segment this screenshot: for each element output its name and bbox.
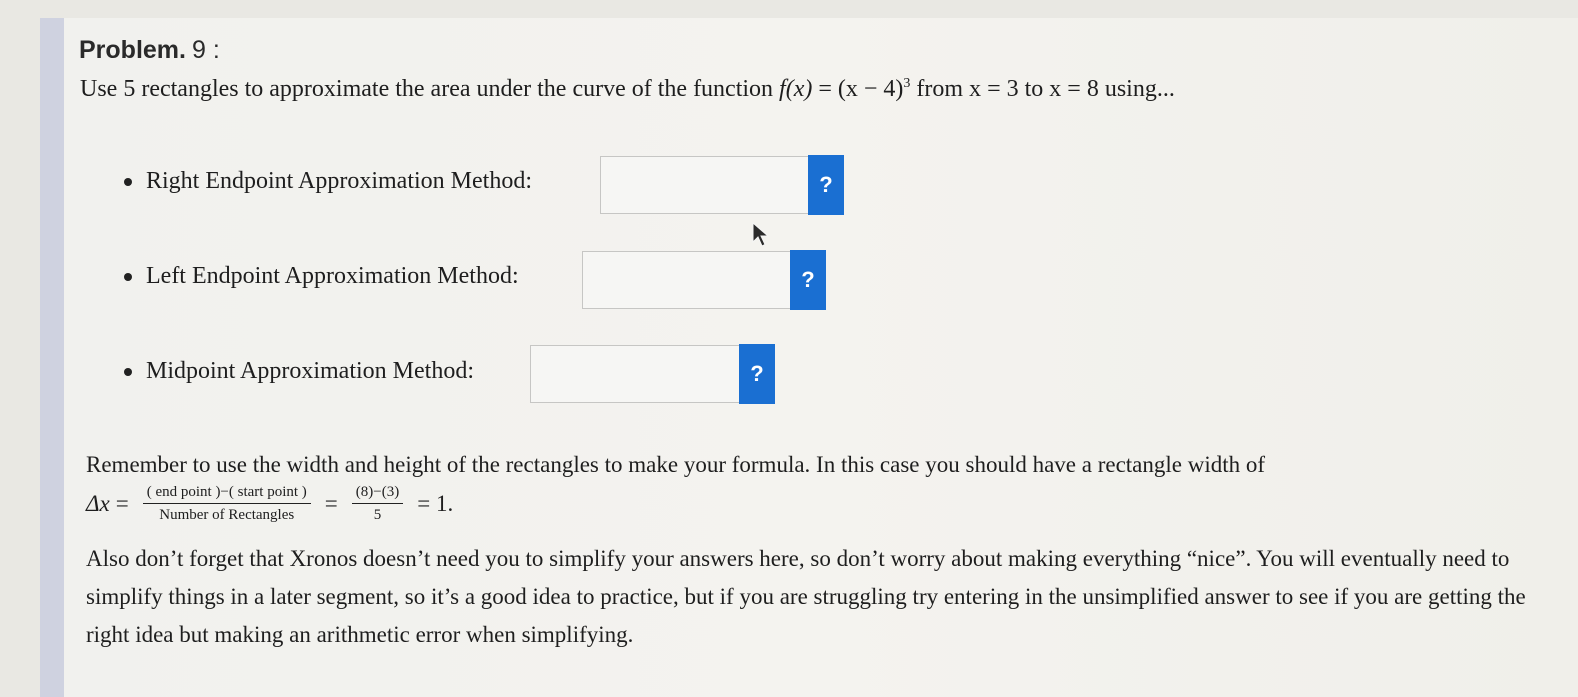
bullet-icon <box>124 368 132 376</box>
bullet-icon <box>124 273 132 281</box>
midpoint-label: Midpoint Approximation Method: <box>146 358 474 384</box>
problem-label: Problem. <box>79 36 186 64</box>
problem-title <box>79 36 220 65</box>
midpoint-item <box>124 358 474 385</box>
left-endpoint-help-button[interactable]: ? <box>790 250 826 310</box>
right-endpoint-item <box>124 168 532 195</box>
problem-statement <box>80 76 1175 103</box>
function-name: f(x) <box>779 76 813 102</box>
bullet-icon <box>124 178 132 186</box>
right-endpoint-input[interactable] <box>600 156 810 214</box>
left-endpoint-label: Left Endpoint Approximation Method: <box>146 263 519 289</box>
left-endpoint-input[interactable] <box>582 251 792 309</box>
delta-x: Δx <box>86 491 110 516</box>
equals-sign: = <box>115 491 129 516</box>
problem-number: 9 : <box>191 36 220 64</box>
left-endpoint-item <box>124 263 519 290</box>
right-endpoint-help-button[interactable]: ? <box>808 155 844 215</box>
interval-text: from x = 3 to x = 8 using... <box>910 76 1175 102</box>
fraction-denominator: Number of Rectangles <box>159 507 295 523</box>
width-fraction <box>143 484 311 524</box>
equals-sign: = <box>324 491 338 516</box>
simplify-note: Also don’t forget that Xronos doesn’t need you to simplify your answers here, so don’t worry about making everything “nice”. You will eventually need to simplify things in a later segment, so it’s a good idea to practice, but if you are struggling try entering in the unsimplified answer to see if you are getting the right idea but making an arithmetic error when simplifying. <box>86 546 1526 647</box>
width-formula <box>86 484 459 524</box>
right-endpoint-label: Right Endpoint Approximation Method: <box>146 168 532 194</box>
function-body: = (x − 4) <box>812 76 904 102</box>
function-exponent: 3 <box>903 76 911 91</box>
intro-text: Use 5 rectangles to approximate the area under the curve of the function <box>80 76 780 102</box>
midpoint-help-button[interactable]: ? <box>739 344 775 404</box>
numeric-numerator: (8)−(3) <box>352 484 403 504</box>
remember-text: Remember to use the width and height of the rectangles to make your formula. In this case you should have a rectangle width of <box>86 452 1266 477</box>
formula-result: = 1. <box>417 491 454 516</box>
fraction-numerator: ( end point )−( start point ) <box>143 484 311 504</box>
midpoint-input[interactable] <box>530 345 741 403</box>
numeric-fraction <box>352 484 403 524</box>
arrow-cursor-icon <box>752 222 770 248</box>
numeric-denominator: 5 <box>373 507 382 523</box>
